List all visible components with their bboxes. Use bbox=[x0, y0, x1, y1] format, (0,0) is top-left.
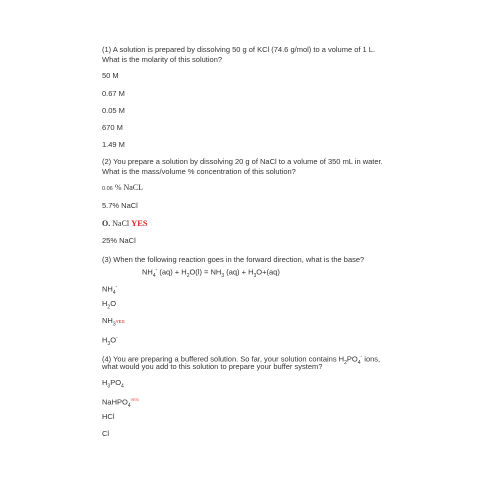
question-1-option-b: 0.67 M bbox=[102, 89, 125, 98]
question-1-prompt-line2: What is the molarity of this solution? bbox=[102, 55, 223, 64]
question-2-option-c bbox=[102, 218, 148, 229]
question-2-prompt-line1: (2) You prepare a solution by dissolving 20 g of NaCl to a volume of 350 mL in water. bbox=[102, 157, 383, 166]
option-c-prefix: O. bbox=[102, 219, 111, 228]
question-4-option-a: $H_3PO_4$ bbox=[102, 378, 124, 390]
question-2-option-a bbox=[102, 183, 143, 194]
question-3-equation: $NH_4^-$ $(aq) + H_2O(l) = NH_3$ $(aq) + H_3O+(aq)$ bbox=[142, 267, 280, 279]
question-1-option-e: 1.49 M bbox=[102, 140, 125, 149]
question-1-option-a: 50 M bbox=[102, 71, 119, 80]
question-4-prompt-line1: (4) You are preparing a buffered solution. So far, your solution contains $H_2PO_4^-$ ions, bbox=[102, 354, 381, 366]
question-1-option-d: 670 M bbox=[102, 123, 123, 132]
question-3-option-c: $NH_3YES$ bbox=[102, 316, 125, 328]
answer-mark: YES bbox=[131, 218, 148, 228]
question-3-option-d: $H_3O^-$ bbox=[102, 335, 118, 347]
question-4-prompt-line2: what would you add to this solution to prepare your buffer system? bbox=[102, 362, 323, 371]
question-3-option-b: $H_2O$ bbox=[102, 299, 117, 311]
question-4-option-b: NaHPO$_4^{YES}$ bbox=[102, 397, 139, 409]
question-3-option-a: $NH_4^-$ bbox=[102, 284, 118, 296]
question-2-option-d: 25% NaCl bbox=[102, 236, 136, 245]
answer-mark: YES bbox=[130, 397, 139, 402]
option-a-text: % NaCL bbox=[114, 183, 144, 192]
question-1-option-c: 0.05 M bbox=[102, 106, 125, 115]
question-4-option-c: HCl bbox=[102, 412, 115, 421]
question-3-prompt-line1: (3) When the following reaction goes in the forward direction, what is the base? bbox=[102, 255, 365, 264]
question-2-prompt-line2: What is the mass/volume % concentration of this solution? bbox=[102, 167, 296, 176]
question-4-option-d: Cl bbox=[102, 429, 110, 438]
answer-mark: YES bbox=[115, 319, 125, 324]
option-c-text: NaCl bbox=[112, 219, 130, 228]
option-a-prefix: 0.06 bbox=[102, 186, 113, 192]
question-2-option-b: 5.7% NaCl bbox=[102, 201, 138, 210]
question-1-prompt-line1: (1) A solution is prepared by dissolving 50 g of KCl (74.6 g/mol) to a volume of 1 L. bbox=[102, 45, 376, 54]
